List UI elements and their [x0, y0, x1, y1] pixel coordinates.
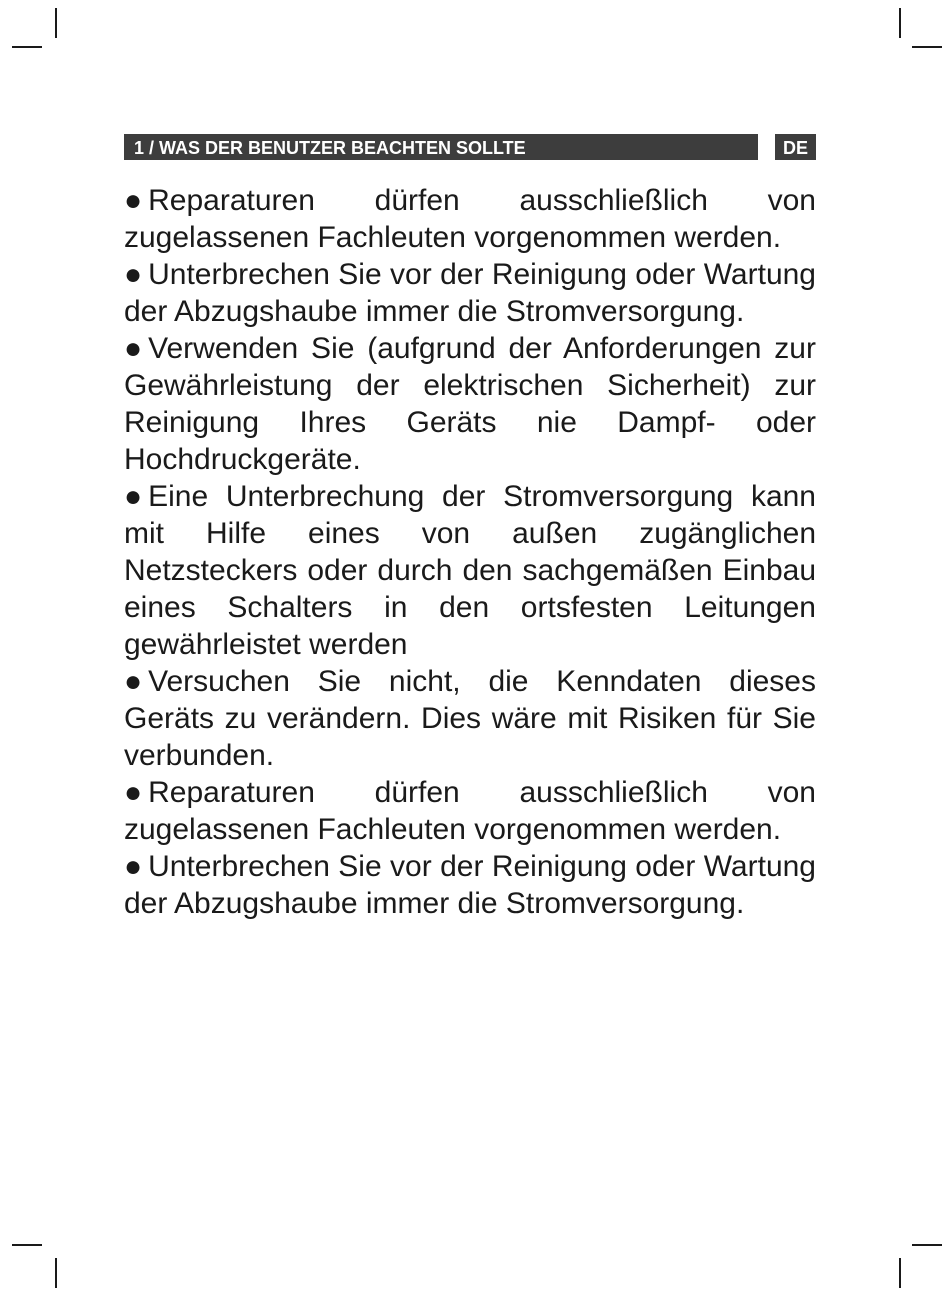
- crop-mark-top-left-v: [55, 8, 57, 38]
- bullet-icon: ●: [124, 850, 143, 883]
- instruction-paragraph: [124, 774, 816, 848]
- instruction-paragraph: [124, 478, 816, 663]
- instruction-paragraph: [124, 663, 816, 774]
- bullet-icon: ●: [124, 480, 143, 513]
- crop-mark-bottom-left-h: [12, 1244, 42, 1246]
- instruction-text: Unterbrechen Sie vor der Reinigung oder Wartung der Abzugshaube immer die Stromversorgung.: [124, 850, 816, 920]
- language-badge: DE: [775, 134, 816, 160]
- instruction-paragraph: [124, 256, 816, 330]
- crop-mark-bottom-right-v: [899, 1258, 901, 1288]
- instruction-paragraph: [124, 848, 816, 922]
- crop-mark-top-right-h: [912, 46, 942, 48]
- bullet-icon: ●: [124, 776, 143, 809]
- instruction-text: Reparaturen dürfen ausschließlich von zugelassenen Fachleuten vorgenommen werden.: [124, 776, 816, 846]
- bullet-icon: ●: [124, 332, 143, 365]
- safety-instructions: [124, 182, 816, 922]
- instruction-text: Eine Unterbrechung der Stromversorgung kann mit Hilfe eines von außen zugänglichen Netzsteckers oder durch den sachgemäßen Einbau eines Schalters in den ortsfesten Leitungen gewährleistet werden: [124, 480, 816, 661]
- instruction-text: Verwenden Sie (aufgrund der Anforderungen zur Gewährleistung der elektrischen Sicherheit) zur Reinigung Ihres Geräts nie Dampf- oder Hochdruckgeräte.: [124, 332, 816, 476]
- crop-mark-bottom-left-v: [55, 1258, 57, 1288]
- bullet-icon: ●: [124, 258, 143, 291]
- section-header: 1 / WAS DER BENUTZER BEACHTEN SOLLTE: [124, 134, 758, 160]
- instruction-paragraph: [124, 182, 816, 256]
- crop-mark-top-right-v: [899, 8, 901, 38]
- crop-mark-bottom-right-h: [912, 1244, 942, 1246]
- instruction-text: Reparaturen dürfen ausschließlich von zugelassenen Fachleuten vorgenommen werden.: [124, 184, 816, 254]
- instruction-paragraph: [124, 330, 816, 478]
- bullet-icon: ●: [124, 184, 143, 217]
- instruction-text: Unterbrechen Sie vor der Reinigung oder Wartung der Abzugshaube immer die Stromversorgung.: [124, 258, 816, 328]
- instruction-text: Versuchen Sie nicht, die Kenndaten dieses Geräts zu verändern. Dies wäre mit Risiken für Sie verbunden.: [124, 665, 816, 772]
- bullet-icon: ●: [124, 665, 143, 698]
- crop-mark-top-left-h: [12, 46, 42, 48]
